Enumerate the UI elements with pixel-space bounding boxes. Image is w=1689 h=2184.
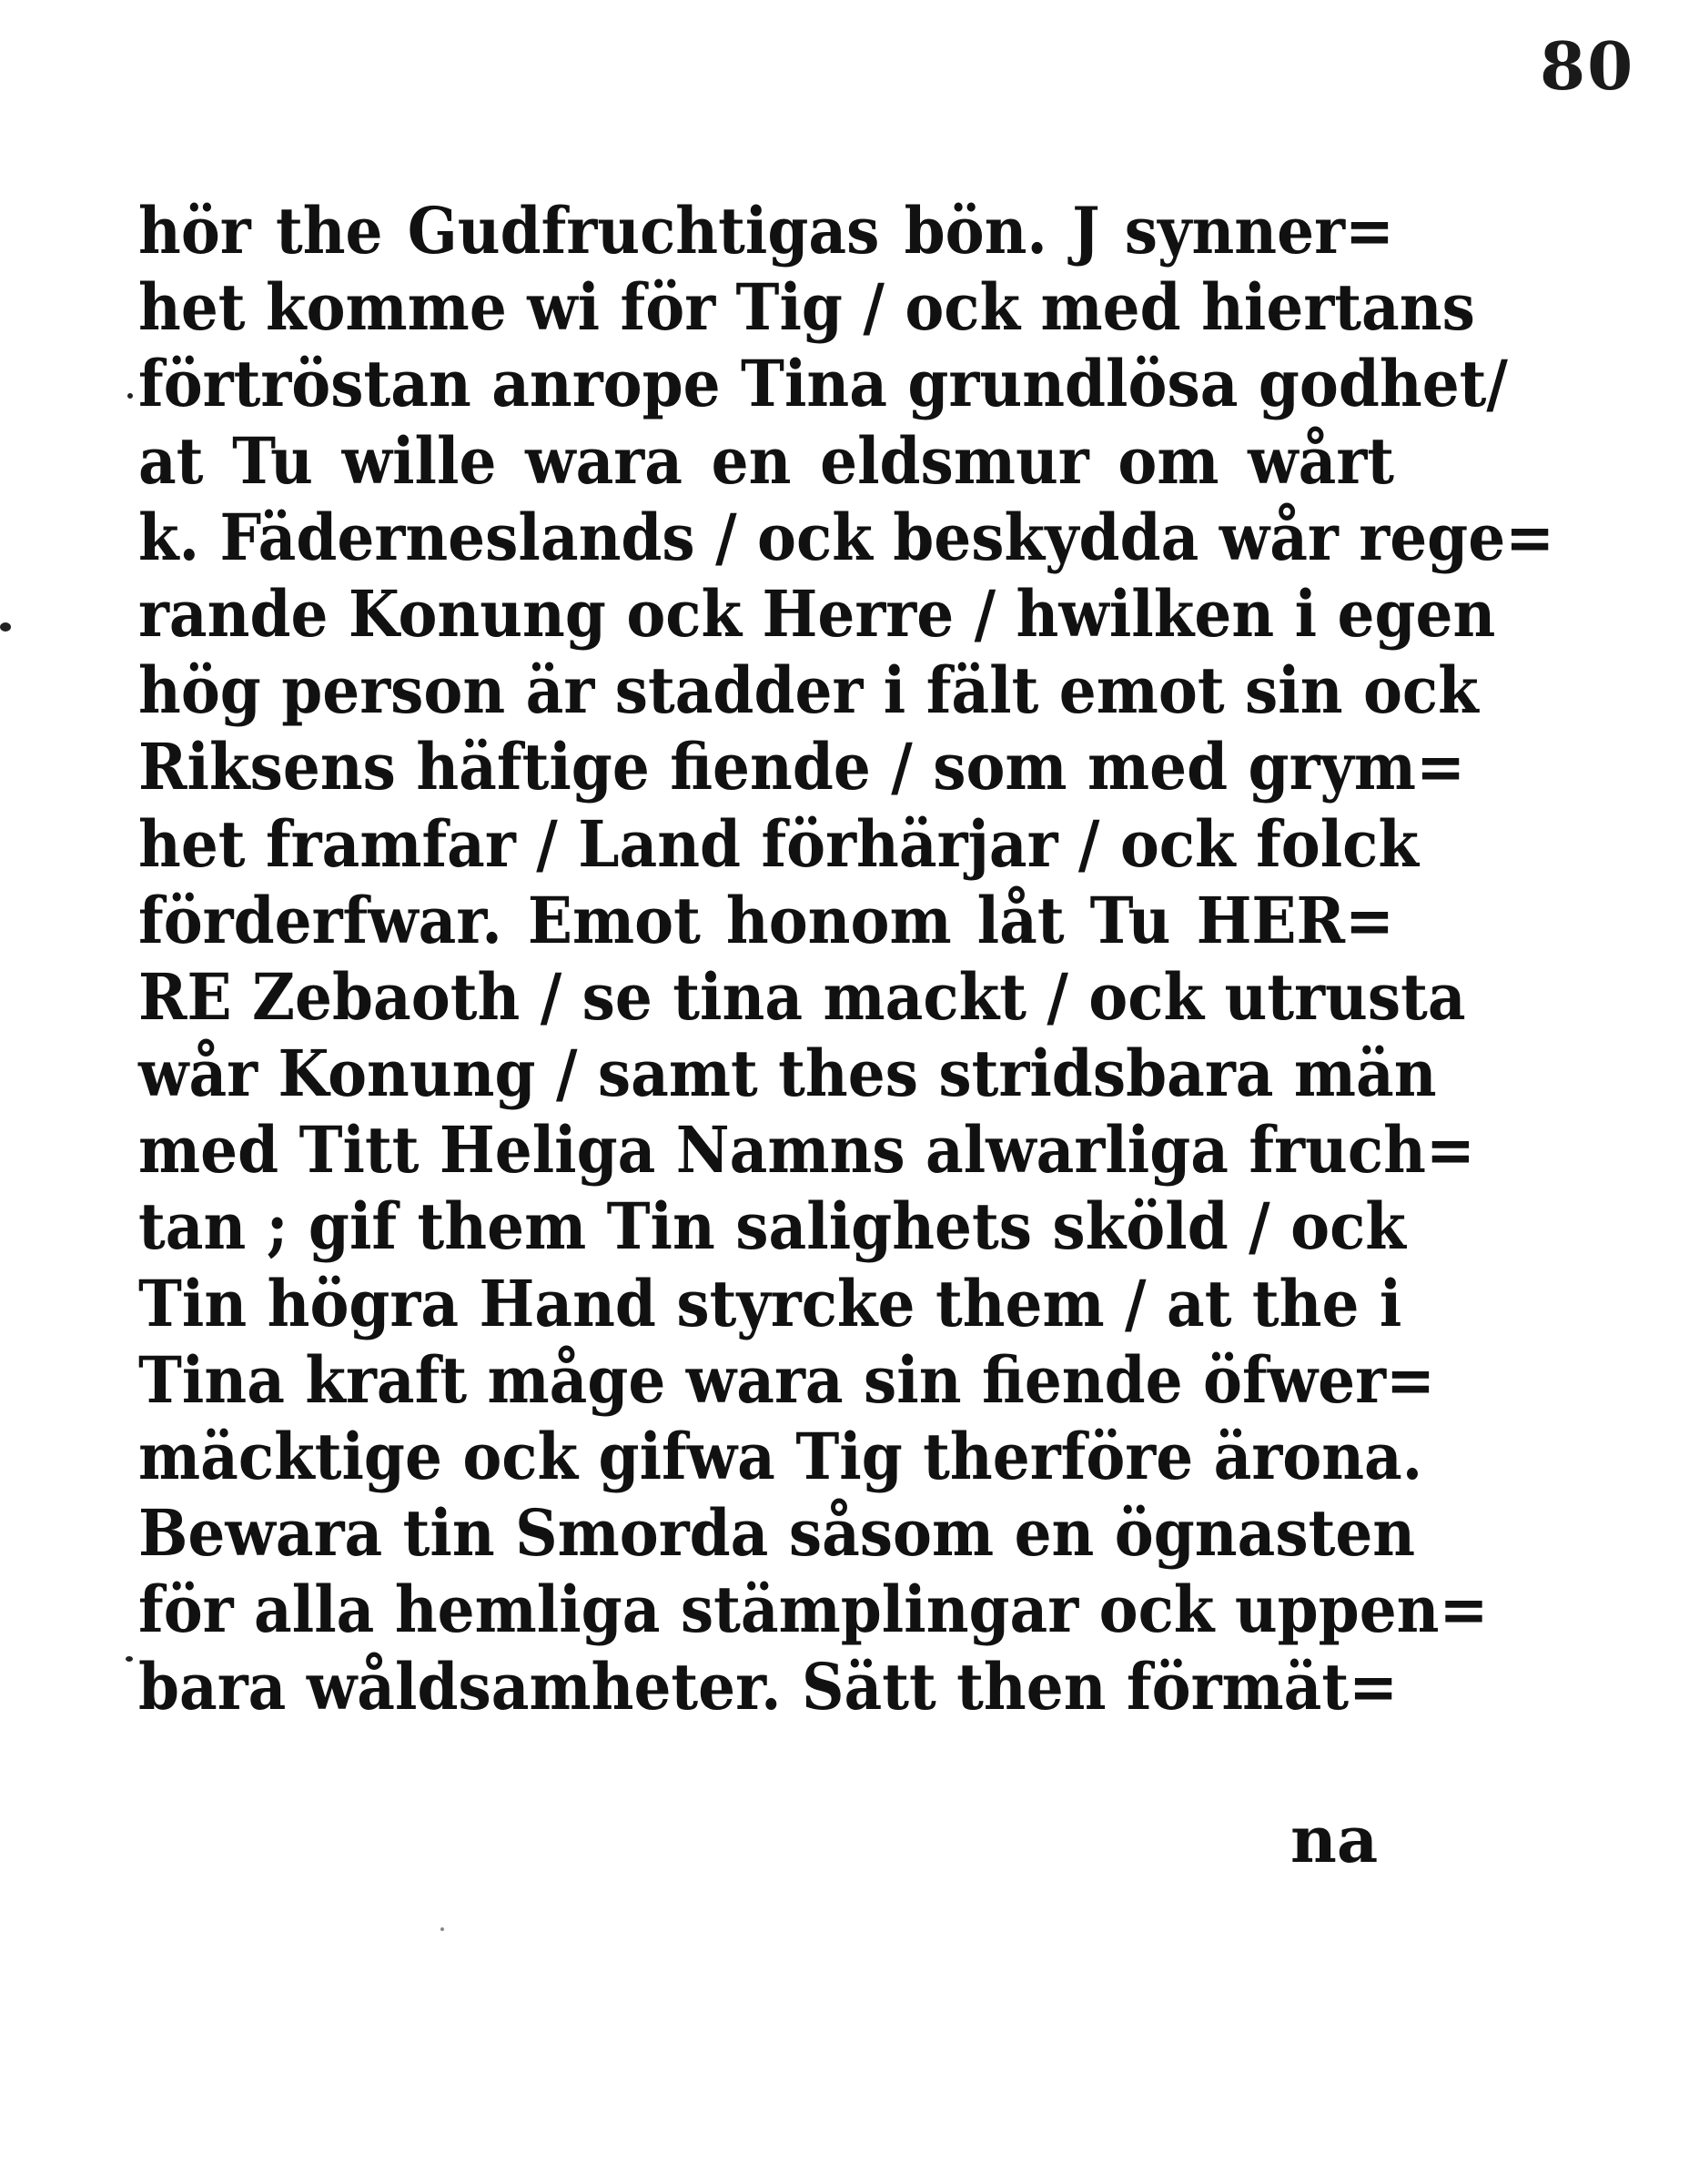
body-text xyxy=(138,193,1555,1725)
ink-speck xyxy=(127,393,133,399)
text-line: RE Zebaoth / se tina mackt / ock utrusta xyxy=(138,958,1466,1035)
page-number: 80 xyxy=(1540,27,1635,105)
text-line: Tin högra Hand styrcke them / at the i xyxy=(138,1265,1402,1341)
text-line: wår Konung / samt thes stridsbara män xyxy=(138,1036,1437,1112)
ink-speck xyxy=(0,622,11,632)
ink-speck xyxy=(126,1656,133,1662)
text-line: hör the Gudfruchtigas bön. J synner= xyxy=(138,193,1394,268)
ink-speck xyxy=(440,1927,444,1931)
text-line: Tina kraft måge wara sin fiende öfwer= xyxy=(138,1341,1436,1418)
catchword: na xyxy=(1290,1802,1379,1877)
text-line: förderfwar. Emot honom låt Tu HER= xyxy=(138,882,1394,958)
text-line: hög person är stadder i fält emot sin ock xyxy=(138,652,1479,729)
text-line: Bewara tin Smorda såsom en ögnasten xyxy=(138,1495,1416,1572)
text-line: rande Konung ock Herre / hwilken i egen xyxy=(138,575,1496,652)
text-line: bara wåldsamheter. Sätt then förmät= xyxy=(138,1648,1399,1724)
text-line: at Tu wille wara en eldsmur om wårt xyxy=(138,422,1394,499)
text-line: k. Fäderneslands / ock beskydda wår rege= xyxy=(138,499,1555,575)
text-line: Riksens häftige fiende / som med grym= xyxy=(138,729,1466,805)
text-line: mäcktige ock gifwa Tig therföre ärona. xyxy=(138,1419,1423,1494)
text-line: het framfar / Land förhärjar / ock folck xyxy=(138,805,1420,882)
text-line: tan ; gif them Tin salighets sköld / ock xyxy=(138,1188,1406,1265)
text-line: förtröstan anrope Tina grundlösa godhet/ xyxy=(138,346,1508,422)
text-line: med Titt Heliga Namns alwarliga fruch= xyxy=(138,1112,1475,1188)
text-line: het komme wi för Tig / ock med hiertans xyxy=(138,269,1475,346)
text-line: för alla hemliga stämplingar ock uppen= xyxy=(138,1572,1489,1648)
